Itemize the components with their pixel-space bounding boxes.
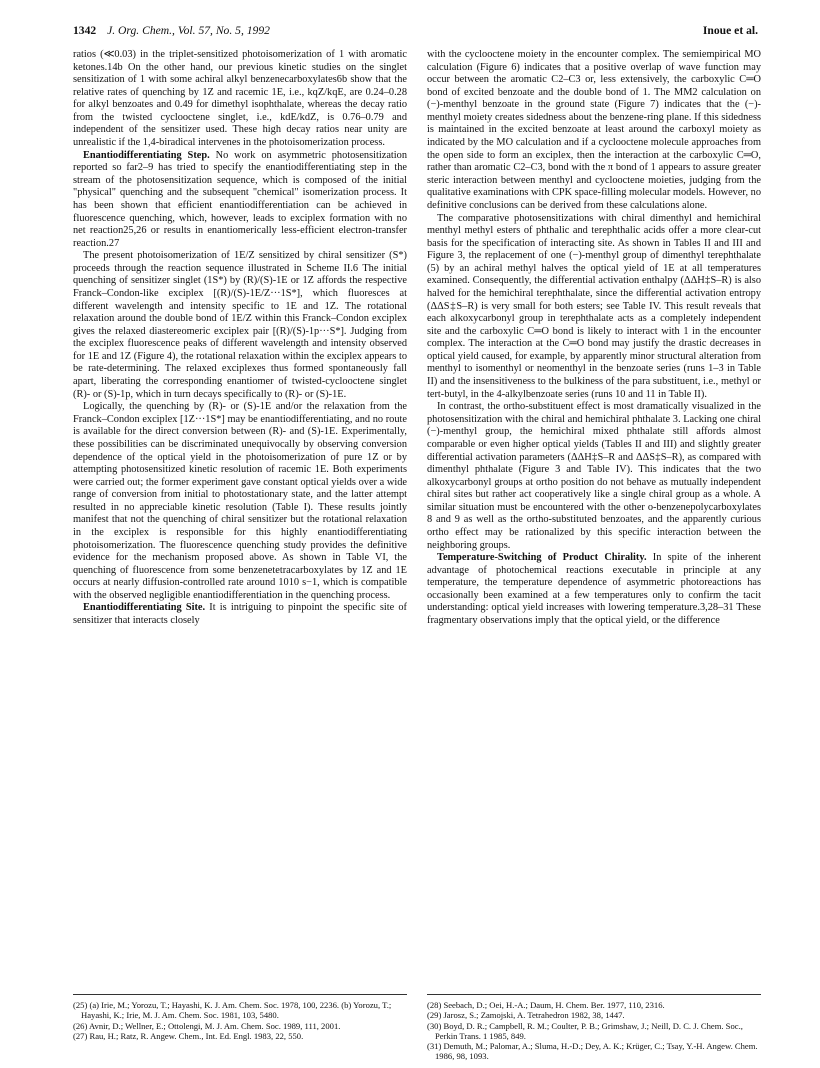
- footnote: (26) Avnir, D.; Wellner, E.; Ottolengi, M. J. Am. Chem. Soc. 1989, 111, 2001.: [73, 1020, 341, 1031]
- paragraph-text: In spite of the inherent advantage of photochemical reactions executable in principle at any temperature, the temperature dependence of asymmetric photoreactions has occasionally been examined at a few temperatures only to confirm the tacit understanding: optical yield increases with lowering temperature.3,28–31 These fragmentary observations imply that the optical yield, or the difference: [427, 552, 761, 627]
- paragraph: [73, 250, 407, 401]
- right-column: [427, 49, 761, 628]
- paragraph-text: No work on asymmetric photosensitization reported so far2–9 has tried to specify the enantiodifferentiating step in the stream of the photosensitization sequence, which is composed of the initial "physical" quenching and the subsequent "chemical" isomerization process. It has been shown that efficient enantiodifferentiation can be achieved in fluorescence quenching, which, however, leads to exciplex formation with no net reaction25,26 or results in enantiomerically less-efficient electron-transfer reaction.27: [73, 149, 408, 249]
- footnote: (25) (a) Irie, M.; Yorozu, T.; Hayashi, K. J. Am. Chem. Soc. 1978, 100, 2236. (b) Yorozu, T.; Hayashi, K.; Irie, M. J. Am. Chem. Soc. 1981, 103, 5480.: [73, 1000, 392, 1021]
- paragraph: [73, 401, 407, 602]
- paragraph-text: The comparative photosensitizations with chiral dimenthyl and hemichiral menthyl methyl esters of phthalic and terephthalic acids offer a more clear-cut basis for the specification of interacting site. As shown in Tables II and III and Figure 3, the replacement of one (−)-menthyl group of dimenthyl terephthalate (5) by an achiral methyl halves the optical yield of 1E at all temperatures examined. Consequently, the differential activation enthalpy (ΔΔH‡S–R) is also halved for the hemichiral terephthalate, since the differential activation entropy (ΔΔS‡S–R) is very small for both esters; see Table IV. This result reveals that each alkoxycarbonyl group in terephthalate acts as a completely independent site and the carboxylic C═O bond is likely to interact with 1 in the encounter complex. The interaction at the C═O bond may justify the drastic decreases in optical yield caused, for example, by apparently minor structural alteration from menthyl to isomenthyl or neomenthyl in the benzoate series (runs 1–3 in Table II) and the insensitiveness to the bulkiness of the para substituent, i.e., methyl or tert-butyl, in the 4-alkylbenzoate series (runs 10 and 11 in Table II).: [427, 212, 761, 400]
- paragraph: [427, 401, 761, 552]
- header-left: [73, 24, 270, 37]
- paragraph: [427, 552, 761, 627]
- paragraph-text: It is intriguing to pinpoint the specific site of sensitizer that interacts closely: [73, 602, 407, 627]
- paragraph: [73, 150, 407, 251]
- paragraph: [73, 602, 407, 627]
- footnote: (31) Demuth, M.; Palomar, A.; Sluma, H.-D.; Dey, A. K.; Krüger, C.; Tsay, Y.-H. Angew. Chem. 1986, 98, 1093.: [427, 1041, 758, 1062]
- footnote: (29) Jarosz, S.; Zamojski, A. Tetrahedron 1982, 38, 1447.: [427, 1010, 625, 1021]
- paragraph-text: with the cyclooctene moiety in the encounter complex. The semiempirical MO calculation (Figure 6) indicates that a positive overlap of wave function may occur between the aromatic C2–C3 or, less extensively, the carboxylic C═O bond of excited benzoate and the double bond of 1. The MM2 calculation on (−)-menthyl benzoate in the ground state (Figure 7) indicates that the (−)-menthyl moiety creates sidedness about the benzene-ring plane. If this sidedness is maintained in the excited benzoate at least around the carboxyl moiety as indicated by the MO calculation and if a cyclooctene molecule approaches from the open side to form an exciplex, then the interaction at the carboxylic C═O, rather than aromatic C2–C3, bond with the π bond of 1 appears to assure greater steric interaction between menthyl and cyclooctene moieties, judging from the qualitative examinations with CPK space-filling molecular models. However, no definitive conclusions can be derived from these calculations alone.: [427, 49, 761, 211]
- footnote-rule-left: [73, 994, 407, 995]
- footnotes-right: [427, 1000, 761, 1062]
- left-column: [73, 49, 407, 628]
- footnote-rules: [73, 994, 761, 995]
- paragraph-text: The present photoisomerization of 1E/Z sensitized by chiral sensitizer (S*) proceeds through the reaction sequence illustrated in Scheme II.6 The initial quenching of sensitizer singlet (1S*) by (R)/(S)-1E or 1Z affords the respective Franck–Condon-like exciplex [(R)/(S)-1E/Z···1S*], which fluoresces at different wavelength and intensity specific to 1E and 1Z. The rotational relaxation around the double bond of 1E/Z within this Franck–Condon exciplex gives the relaxed diastereomeric exciplex pair [(R)/(S)-1p···S*]. Judging from the exciplex fluorescence peaks of different wavelength and intensity observed for 1E and 1Z (Figure 4), the rotational relaxation within the exciplex appears to be rate-determining. The relaxed exciplexes thus formed spontaneously fall apart, liberating the corresponding enantiomer of twisted-cyclooctene singlet (R)- or (S)-1p, which in turn decays specifically to (R)- or (S)-1E.: [73, 250, 407, 400]
- section-heading: Temperature-Switching of Product Chirality.: [437, 552, 647, 564]
- footnote: (30) Boyd, D. R.; Campbell, R. M.; Coulter, P. B.; Grimshaw, J.; Neill, D. C. J. Chem. Soc., Perkin Trans. 1 1985, 849.: [427, 1020, 743, 1041]
- footnotes-left: [73, 1000, 407, 1041]
- section-heading: Enantiodifferentiating Site.: [83, 602, 206, 614]
- paragraph-text: In contrast, the ortho-substituent effect is most dramatically visualized in the photosensitization with the chiral and hemichiral phthalate 3. Lacking one chiral (−)-menthyl group, the hemichiral mixed phthalate still affords almost comparable or even higher optical yields (Tables II and III) and slightly greater differential activation parameters (ΔΔH‡S–R and ΔΔS‡S–R), as compared with dimenthyl phthalate (Figure 3 and Table IV). This indicates that the two alkoxycarbonyl groups at ortho position do not behave as mutually independent chiral sites but rather act cooperatively like a single chiral group as a whole. A similar situation must be encountered with the other o-benzenepolycarboxylates 8 and 9 as well as the ortho-substituted benzoates, and the apparently curious ortho effect may be rationalized by this specific interaction between the neighboring groups.: [427, 401, 761, 551]
- paragraph-text: Logically, the quenching by (R)- or (S)-1E and/or the relaxation from the Franck–Condon exciplex [1Z···1S*] may be enantiodifferentiating, and no route is available for the direct conversion between (R)- and (S)-1E. Experimentally, these possibilities can be discriminated unequivocally by observing conversion dependence of the optical yield in the photoisomerization of pure 1Z or by attempting photosensitized kinetic resolution of racemic 1E. Both experiments were carried out; the former experiment gave constant optical yields over a wide range of conversion from initial to photostationary state, and the latter attempt resulted in no appreciable kinetic resolution (Table I). These results jointly manifest that not the quenching of chiral sensitizer but the rotational relaxation in the exciplex is responsible for this highly enantiodifferentiating photoisomerization. The fluorescence quenching study provides the definitive evidence for the mechanism proposed above. As shown in Table VI, the quenching of fluorescence from some benzenetetracarboxylates by 1Z and 1E occurs at nearly diffusion-controlled rate around 1010 s−1, which is compatible with the observed negligible enantiodifferentiation in the quenching process.: [73, 401, 407, 601]
- footnote: (27) Rau, H.; Ratz, R. Angew. Chem., Int. Ed. Engl. 1983, 22, 550.: [73, 1030, 304, 1041]
- paragraph-text: ratios (≪0.03) in the triplet-sensitized photoisomerization of 1 with aromatic ketones.14b On the other hand, our previous kinetic studies on the singlet sensitization of 1 with some achiral alkyl benzenecarboxylates6b show that the relative rates of quenching by 1Z and racemic 1E, i.e., kqZ/kqE, are 0.24–0.28 for alkyl benzoates and 0.49 for dimethyl isophthalate, whereas the decay ratio from the twisted cyclooctene singlet, i.e., kdE/kdZ, is 0.76–0.79 and independent of the sensitizer used. These high decay ratios near unity are unrealistic if the 1,4-biradical intervenes in the photoisomerization process.: [73, 49, 407, 149]
- footnote: (28) Seebach, D.; Oei, H.-A.; Daum, H. Chem. Ber. 1977, 110, 2316.: [427, 1000, 665, 1010]
- paragraph: [427, 213, 761, 402]
- footnote-rule-right: [427, 994, 761, 995]
- page-header: [73, 24, 758, 44]
- section-heading: Enantiodifferentiating Step.: [83, 149, 210, 161]
- paragraph: [73, 49, 407, 150]
- paragraph: [427, 49, 761, 213]
- running-authors: Inoue et al.: [702, 24, 758, 37]
- page-number: 1342: [73, 24, 97, 37]
- journal-citation: J. Org. Chem., Vol. 57, No. 5, 1992: [107, 24, 270, 37]
